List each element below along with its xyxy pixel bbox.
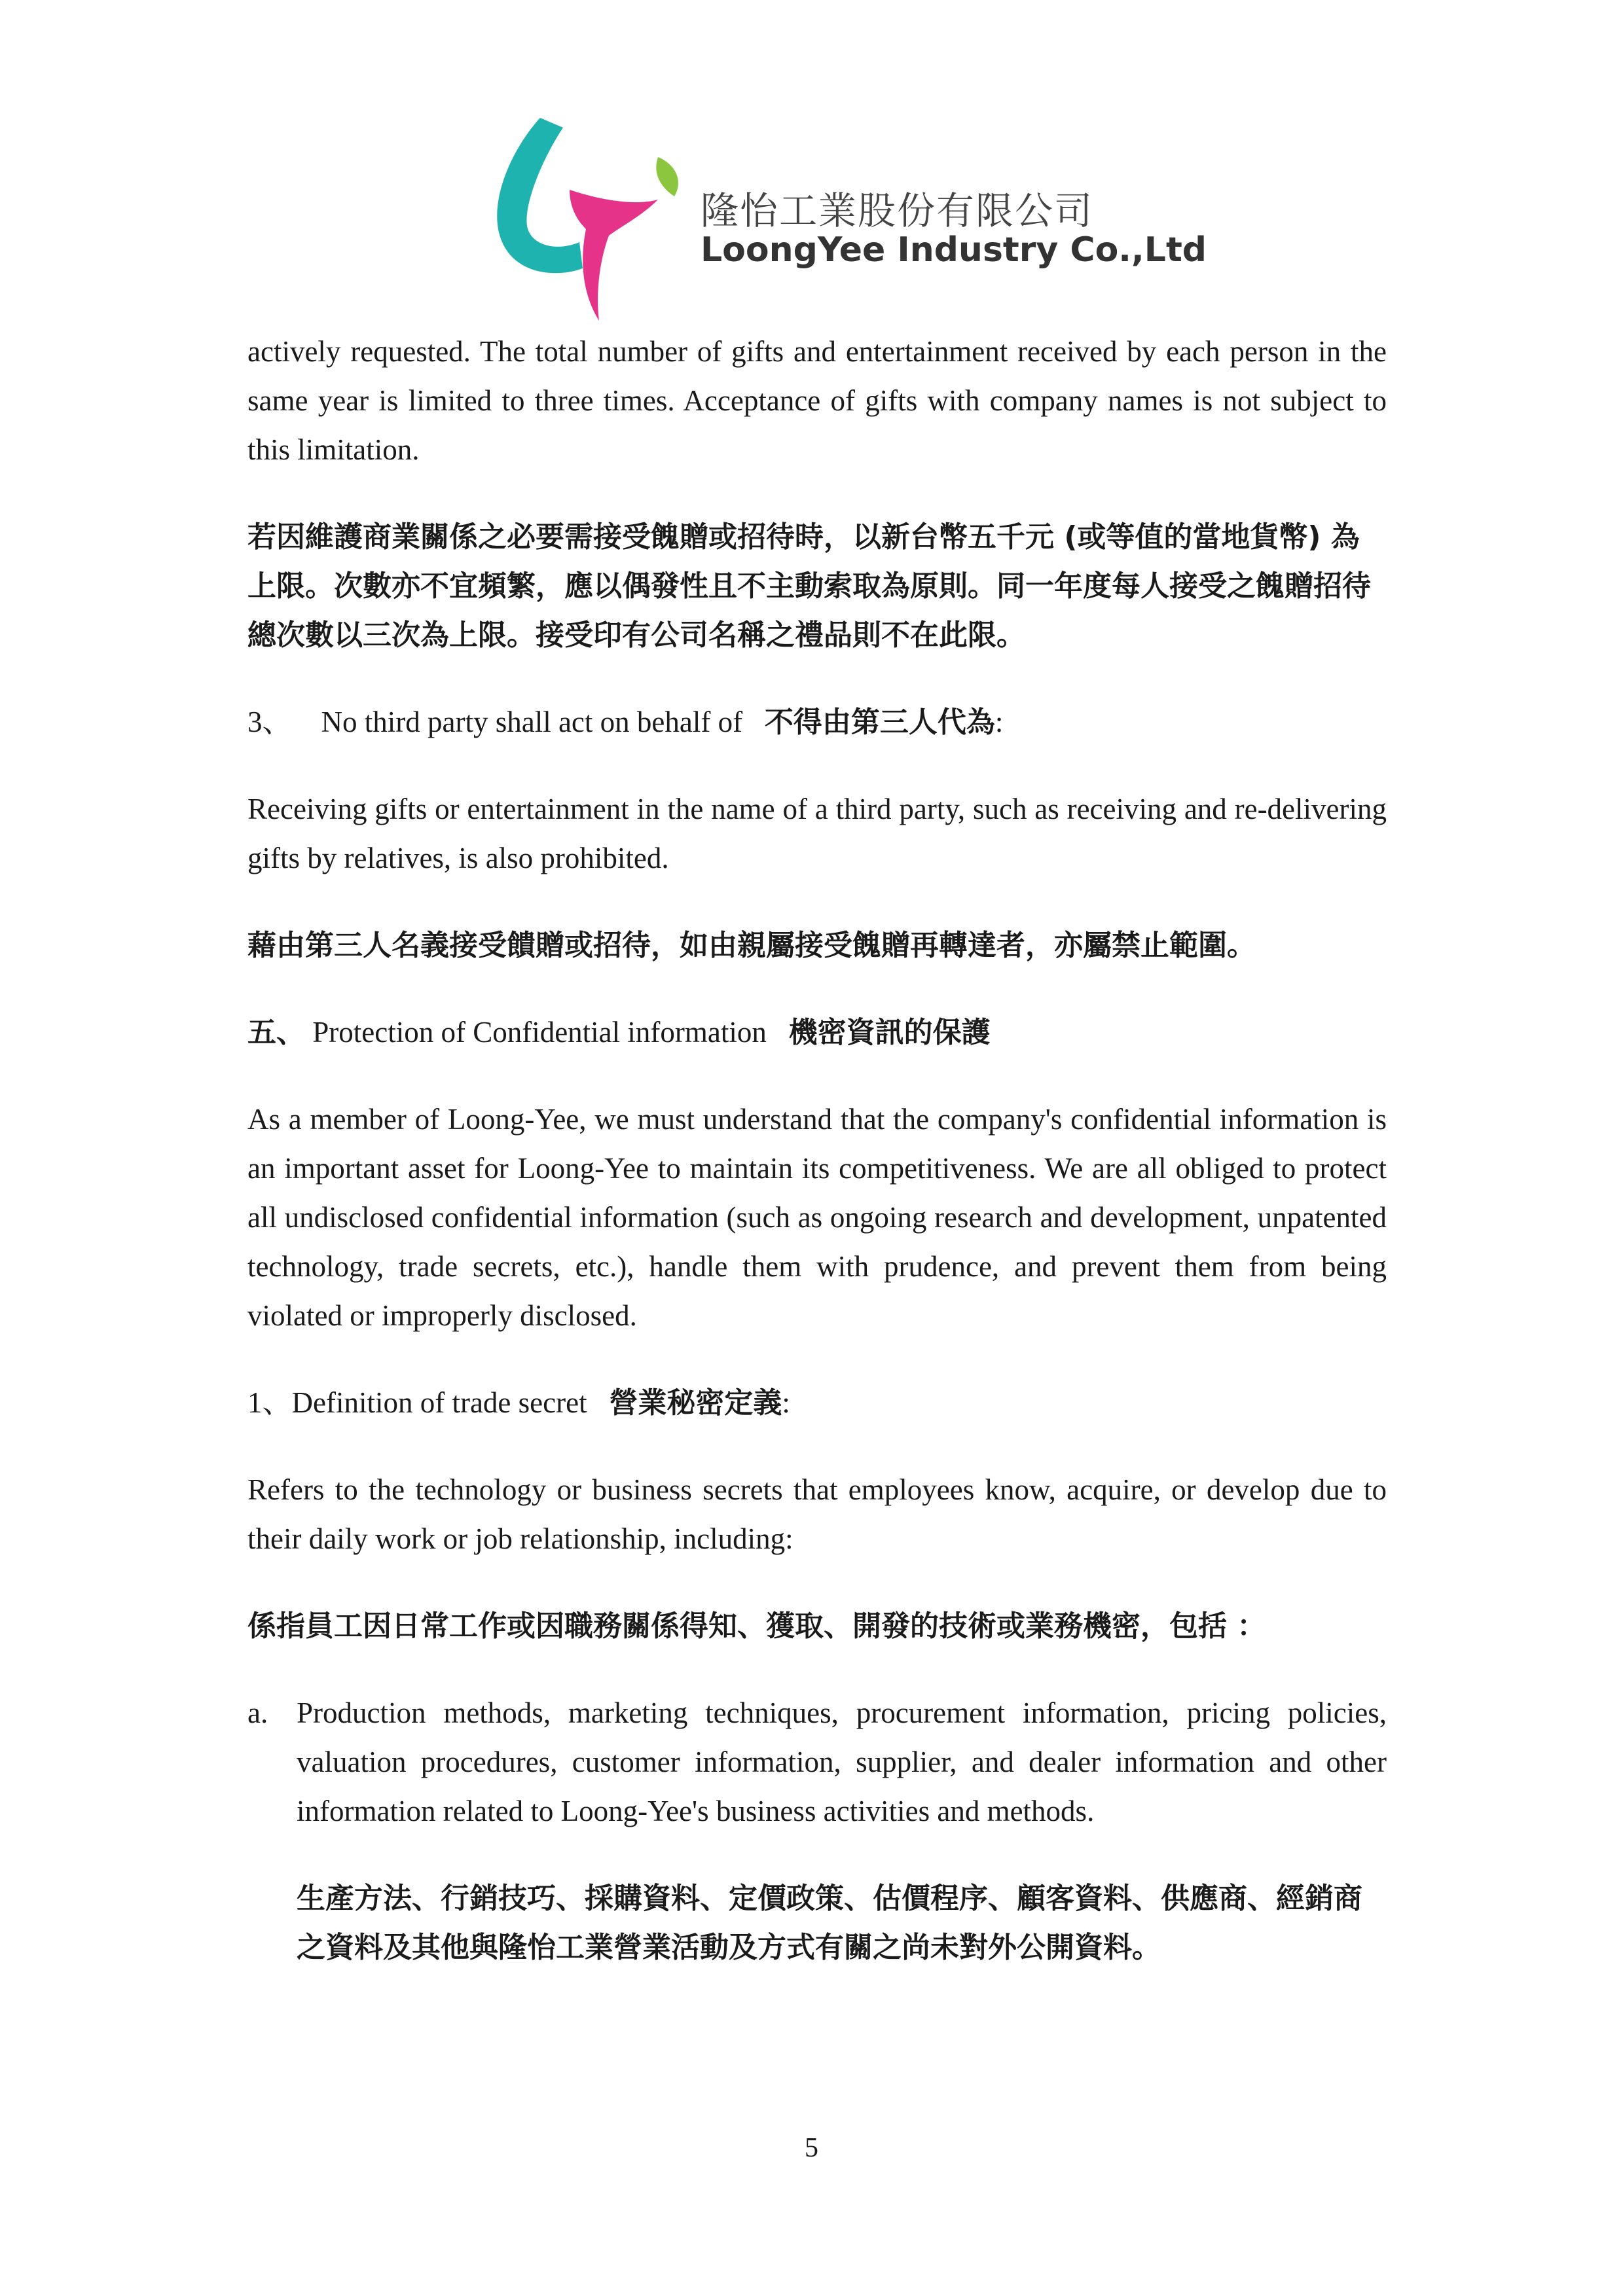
- logo-mark-icon: [484, 111, 701, 327]
- item-3-number: 3、: [247, 706, 292, 738]
- section-5-title-en: Protection of Confidential information: [312, 1016, 767, 1049]
- item-3-body-cn: 藉由第三人名義接受饋贈或招待，如由親屬接受餽贈再轉達者，亦屬禁止範圍。: [247, 929, 1256, 962]
- item-3-heading: [247, 698, 1387, 747]
- company-logo: [484, 111, 1207, 327]
- item-1-body-cn: 係指員工因日常工作或因職務關係得知、獲取、開發的技術或業務機密，包括 ：: [247, 1609, 1266, 1643]
- list-item-a-marker: a.: [247, 1696, 268, 1729]
- section-5-title-cn: 機密資訊的保護: [788, 1016, 991, 1049]
- item-1-number: 1、: [247, 1386, 292, 1419]
- list-item-a-text-en: Production methods, marketing techniques, procurement information, pricing policies, valuation procedures, customer information, supplier, and dealer information and other information related to Loong-Yee's business activities and methods.: [297, 1696, 1387, 1827]
- document-body: [247, 327, 1387, 2010]
- page-number: 5: [805, 2133, 818, 2163]
- item-1-title-cn: 營業秘密定義: [609, 1386, 782, 1420]
- company-name-en: LoongYee Industry Co.,Ltd: [701, 230, 1207, 270]
- paragraph-gift-limit-cn: 若因維護商業關係之必要需接受餽贈或招待時，以新台幣五千元 (或等值的當地貨幣) 為上限。次數亦不宜頻繁，應以偶發性且不主動索取為原則。同一年度每人接受之餽贈招待總次數以三次為上限。接受印有公司名稱之禮品則不在此限。: [247, 520, 1371, 652]
- company-name-cn: 隆怡工業股份有限公司: [701, 188, 1094, 233]
- item-3-colon: :: [994, 706, 1004, 738]
- item-1-colon: :: [782, 1386, 790, 1419]
- item-1-title-en: Definition of trade secret: [291, 1386, 587, 1419]
- list-item-a-en: [247, 1689, 1387, 1836]
- item-3-body-en: Receiving gifts or entertainment in the name of a third party, such as receiving and re-delivering gifts by relatives, is also prohibited.: [247, 793, 1387, 874]
- list-item-a-text-cn: 生產方法、行銷技巧、採購資料、定價政策、估價程序、顧客資料、供應商、經銷商之資料及其他與隆怡工業營業活動及方式有關之尚未對外公開資料。: [297, 1882, 1362, 1964]
- item-1-body-en: Refers to the technology or business secrets that employees know, acquire, or develop due to their daily work or job relationship, including:: [247, 1473, 1387, 1555]
- paragraph-gift-limit-en: actively requested. The total number of gifts and entertainment received by each person in the same year is limited to three times. Acceptance of gifts with company names is not subject to this limitation.: [247, 335, 1387, 466]
- item-1-heading: [247, 1378, 1387, 1427]
- section-5-heading: [247, 1008, 1387, 1057]
- item-3-title-en: No third party shall act on behalf of: [321, 706, 743, 738]
- section-5-body-en: As a member of Loong-Yee, we must understand that the company's confidential information is an important asset for Loong-Yee to maintain its competitiveness. We are all obliged to protect all undisclosed confidential information (such as ongoing research and development, unpatented technology, trade secrets, etc.), handle them with prudence, and prevent them from being violated or improperly disclosed.: [247, 1103, 1387, 1332]
- section-5-number: 五、: [247, 1016, 305, 1049]
- item-3-title-cn: 不得由第三人代為: [764, 706, 995, 739]
